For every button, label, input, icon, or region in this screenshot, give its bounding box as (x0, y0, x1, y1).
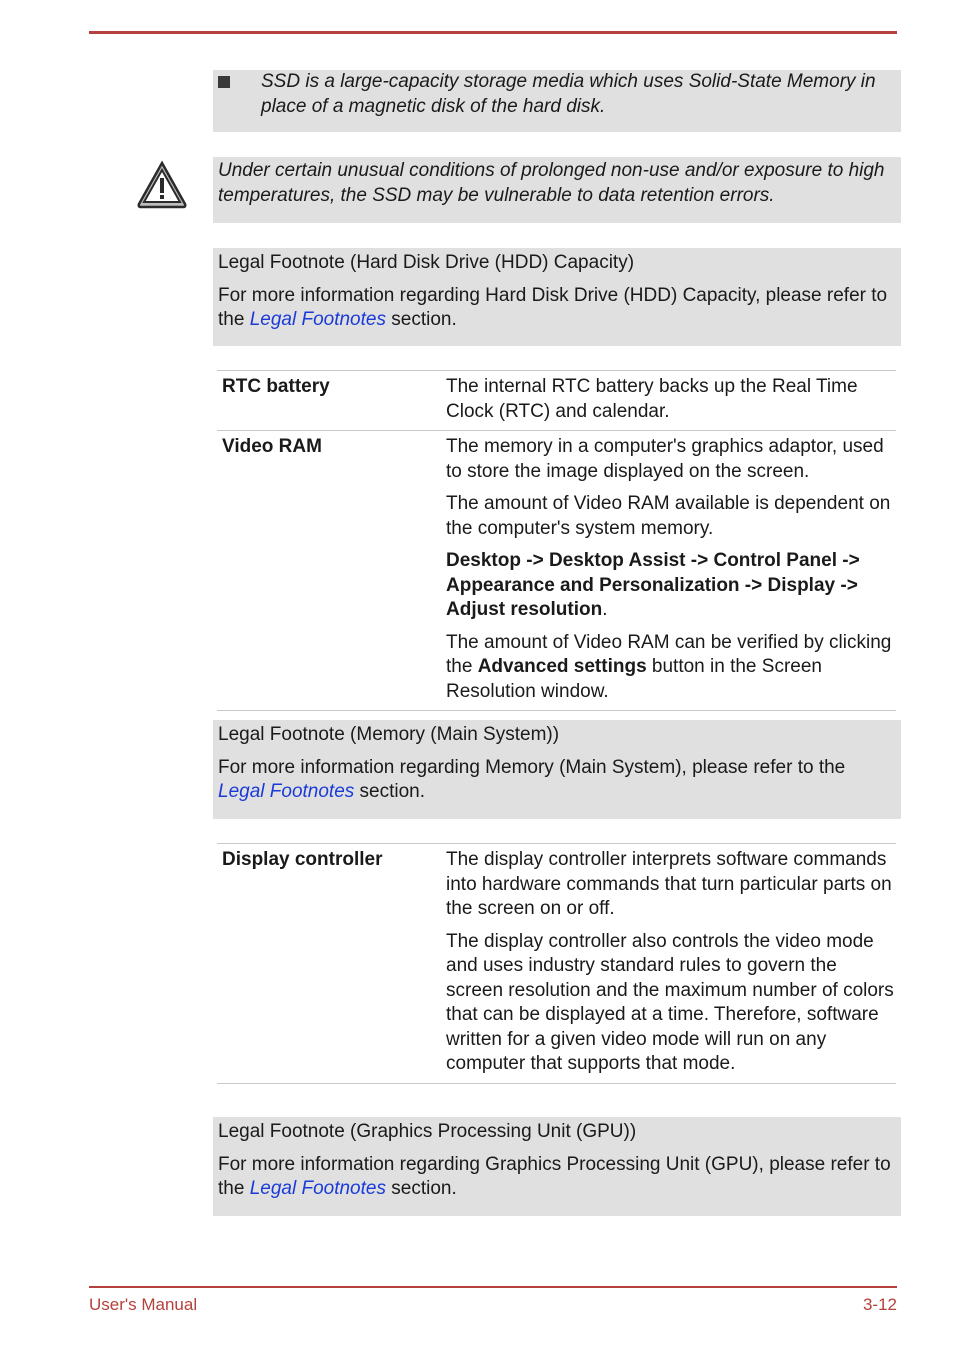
bullet-square-icon (218, 76, 230, 88)
row-description: The memory in a computer's graphics adaptor, used to store the image displayed on the screen. (446, 436, 884, 482)
footnote-hdd-title: Legal Footnote (Hard Disk Drive (HDD) Capacity) (218, 252, 635, 273)
legal-footnotes-link[interactable]: Legal Footnotes (218, 781, 355, 802)
footnote-hdd (213, 248, 901, 346)
footer-manual-title: User's Manual (89, 1295, 198, 1314)
legal-footnotes-link[interactable]: Legal Footnotes (249, 1178, 386, 1199)
warning-note (213, 157, 901, 223)
header-rule (89, 31, 897, 34)
legal-footnotes-link[interactable]: Legal Footnotes (249, 309, 386, 330)
spec-table-2 (217, 843, 896, 1084)
warning-triangle-icon (136, 159, 188, 211)
footnote-gpu-title: Legal Footnote (Graphics Processing Unit (GPU)) (218, 1121, 637, 1142)
footnote-memory-text: For more information regarding Memory (Main System), please refer to the Legal Footnotes section. (218, 756, 846, 802)
row-description: The amount of Video RAM available is dependent on the computer's system memory. (446, 493, 891, 539)
footnote-memory-title: Legal Footnote (Memory (Main System)) (218, 724, 560, 745)
row-description: The display controller also controls the video mode and uses industry standard rules to govern the screen resolution and the maximum number of colors that can be displayed at a time. Therefore, software written for a given video mode will run on any computer that supports that mode. (446, 930, 894, 1074)
footnote-hdd-text: For more information regarding Hard Disk Drive (HDD) Capacity, please refer to the Legal Footnotes section. (218, 284, 888, 330)
row-description: The display controller interprets software commands into hardware commands that turn particular parts on the screen on or off. (446, 849, 892, 919)
row-label: Display controller (222, 849, 383, 870)
footer-rule (89, 1286, 897, 1288)
table-row-video-ram (217, 430, 896, 711)
footer-page-number: 3-12 (862, 1295, 897, 1314)
footnote-gpu (213, 1117, 901, 1216)
footnote-gpu-text: For more information regarding Graphics Processing Unit (GPU), please refer to the Legal Footnotes section. (218, 1153, 891, 1199)
table-row-display-controller (217, 843, 896, 1084)
bullet-note-text: SSD is a large-capacity storage media which uses Solid-State Memory in place of a magnetic disk of the hard disk. (261, 71, 876, 117)
settings-path: Desktop -> Desktop Assist -> Control Panel -> Appearance and Personalization -> Display -> Adjust resolution. (446, 550, 860, 620)
row-label: RTC battery (222, 376, 330, 397)
table-row-rtc-battery (217, 370, 896, 430)
row-label: Video RAM (222, 436, 322, 457)
row-description: The internal RTC battery backs up the Real Time Clock (RTC) and calendar. (446, 376, 858, 422)
row-description: The amount of Video RAM can be verified by clicking the Advanced settings button in the Screen Resolution window. (446, 631, 892, 702)
bullet-note (213, 70, 901, 132)
footnote-memory (213, 720, 901, 819)
warning-text: Under certain unusual conditions of prolonged non-use and/or exposure to high temperatures, the SSD may be vulnerable to data retention errors. (218, 160, 885, 206)
spec-table-1 (217, 370, 896, 711)
